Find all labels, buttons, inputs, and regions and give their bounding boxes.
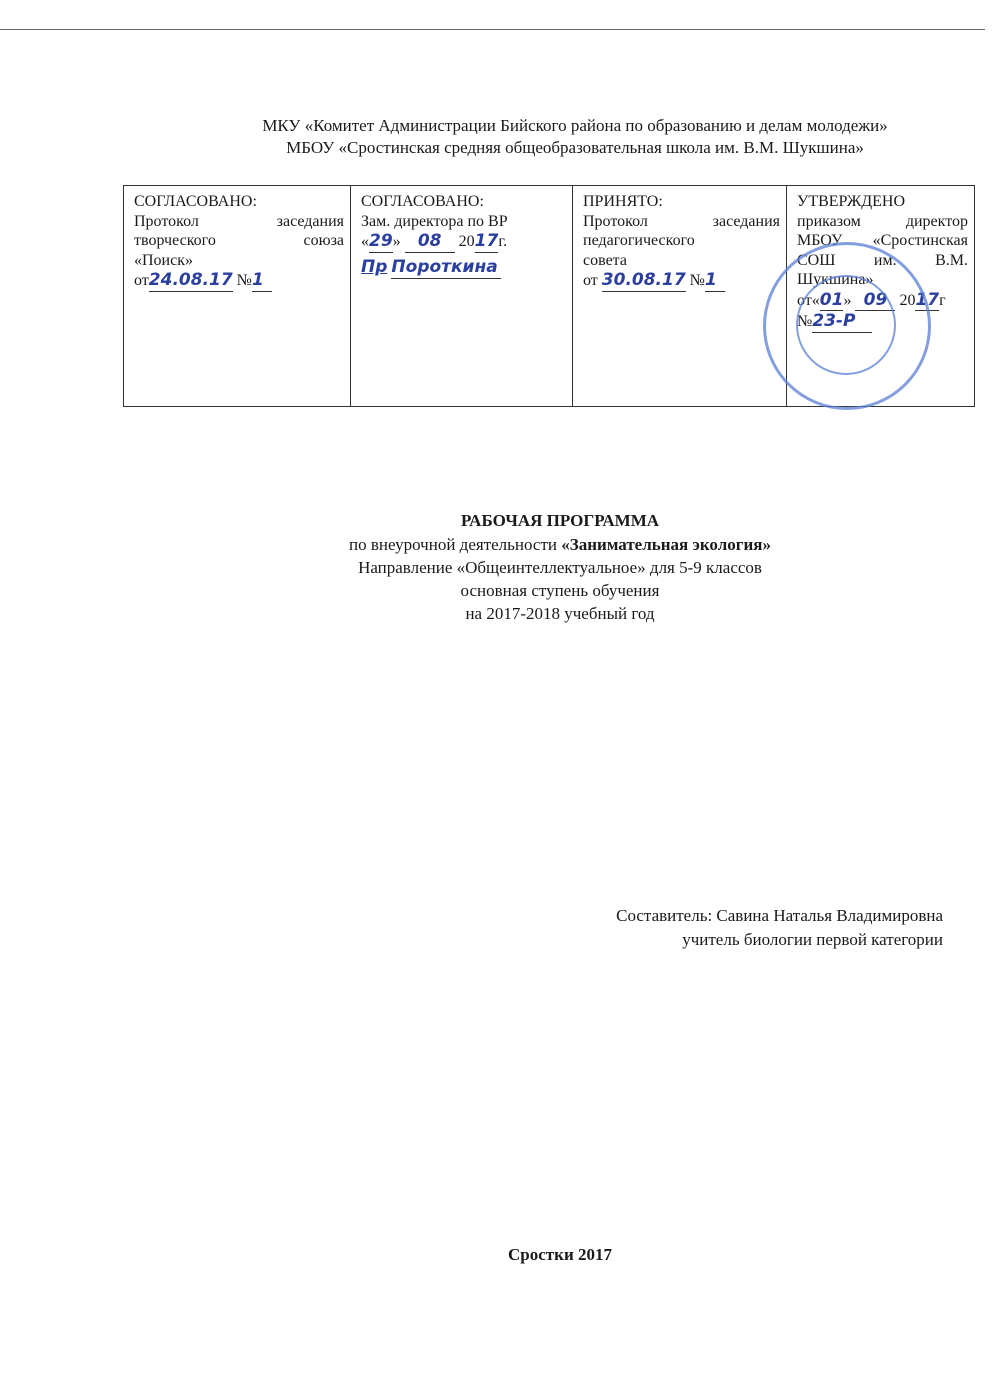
program-direction: Направление «Общеинтеллектуальное» для 5-9 классов [358,558,762,577]
handwritten-signature: Пороткина [391,257,501,279]
program-subject: по внеурочной деятельности «Занимательная экология» [349,535,771,554]
handwritten-day: 29 [369,231,393,252]
signature-line [361,257,566,279]
approval-title: ПРИНЯТО: [583,193,663,210]
approval-cell-council [573,186,787,407]
handwritten-date: 30.08.17 [601,270,686,291]
author-position: учитель биологии первой категории [682,930,943,949]
handwritten-number: 1 [252,270,272,292]
approval-title: СОГЛАСОВАНО: [361,193,484,210]
header-school: МБОУ «Сростинская средняя общеобразовательная школа им. В.М. Шукшина» [286,138,864,157]
approval-line: «Поиск» [134,251,193,269]
program-year: на 2017-2018 учебный год [465,604,655,623]
seal-inner-ring [796,275,896,375]
approval-line: педагогического [583,232,695,250]
approval-line: приказом директор [797,212,968,230]
approval-line: Протокол заседания [583,212,780,230]
handwritten-date: 24.08.17 [148,270,233,291]
approval-line: Протокол заседания [134,212,344,230]
header-ministry: МКУ «Комитет Администрации Бийского района по образованию и делам молодежи» [262,116,888,135]
author-name: Составитель: Савина Наталья Владимировна [616,906,943,925]
approval-date-line: от 30.08.17 №1 [583,270,780,292]
school-seal [763,242,931,410]
approval-line: творческого союза [134,232,344,250]
handwritten-number: 23-Р [812,311,872,333]
program-level: основная ступень обучения [460,581,660,600]
handwritten-month: 09 [855,290,895,312]
approval-date-line: от24.08.17 №1 [134,270,344,292]
approval-line: Шукшина» [797,271,874,289]
approval-cell-deputy [351,186,573,407]
place-and-year: Сростки 2017 [508,1245,612,1264]
handwritten-year: 17 [474,231,499,252]
approval-number-line: №23-Р [797,311,968,333]
approval-cell-union [124,186,351,407]
handwritten-day: 01 [819,289,844,310]
scan-top-line [0,29,985,30]
approval-line: МБОУ «Сростинская [797,232,968,250]
handwritten-year: 17 [915,289,940,310]
signature-mark: Пр [361,256,388,277]
handwritten-number: 1 [705,270,725,292]
approval-title: СОГЛАСОВАНО: [134,193,257,210]
program-title: РАБОЧАЯ ПРОГРАММА [460,511,660,530]
approval-line: совета [583,251,627,269]
handwritten-month: 08 [405,231,455,253]
approval-title: УТВЕРЖДЕНО [797,193,906,210]
approval-line: СОШ им. В.М. [797,251,968,269]
approval-line: Зам. директора по ВР [361,212,508,230]
approval-date-line: «29» 08 2017г. [361,231,508,252]
approval-date-line: от«01» 09 2017г [797,289,946,310]
